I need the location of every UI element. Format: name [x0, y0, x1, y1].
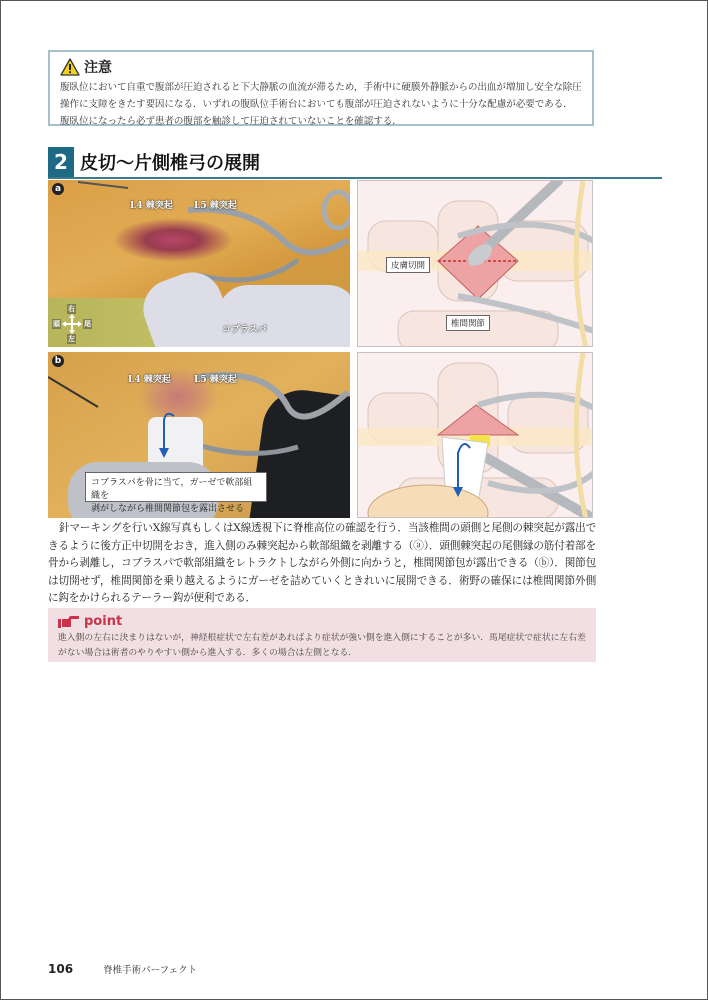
caption-line-2: 剥がしながら椎間関節包を露出させる: [91, 504, 245, 514]
page-number: 106: [48, 962, 74, 976]
figure-a-illustration: [357, 180, 593, 347]
blue-arrow-icon: [156, 410, 186, 460]
compass-top: 右: [68, 305, 75, 313]
figure-a-photo: [48, 180, 350, 347]
pointing-hand-icon: [58, 614, 80, 628]
page-footer: [48, 962, 197, 976]
figure-b-caption: [85, 472, 267, 514]
point-box: [48, 608, 596, 662]
figure-badge-b: b: [52, 355, 64, 367]
section-number: 2: [48, 147, 74, 177]
label-l4-spinous: L4 棘突起: [130, 201, 173, 211]
compass-bottom: 左: [68, 335, 75, 343]
label-skin-incision: 皮膚切開: [386, 257, 430, 273]
spine-illustration: [358, 353, 593, 518]
label-facet-joint: 椎間関節: [446, 315, 490, 331]
figure-b-photo: [48, 352, 350, 518]
figure-b-illustration: [357, 352, 593, 518]
label-l4-spinous: L4 棘突起: [128, 375, 171, 385]
book-title: 脊椎手術パーフェクト: [103, 965, 198, 976]
caption-line-1: コブラスパを骨に当て，ガーゼで軟部組織を: [91, 478, 253, 501]
section-heading: [48, 147, 662, 179]
glove: [218, 285, 350, 347]
caution-title: 注意: [84, 60, 112, 76]
point-title: point: [84, 613, 123, 629]
point-header: [58, 613, 586, 629]
label-l5-spinous: L5 棘突起: [194, 201, 237, 211]
orientation-compass: [52, 304, 92, 344]
compass-right: 尾: [84, 320, 91, 328]
caution-body: 腹臥位において自重で腹部が圧迫されると下大静脈の血流が滞るため，手術中に硬膜外静脈からの出血が増加し安全な除圧操作に支障をきたす要因になる．いずれの腹臥位手術台においても腹部が圧迫されないように十分な配慮が必要である．腹臥位になったら必ず患者の腹部を触診して圧迫されていないことを確認する．: [60, 82, 582, 127]
compass-left: 頭: [53, 320, 60, 328]
compass-arrows-icon: [62, 314, 82, 334]
label-l5-spinous: L5 棘突起: [194, 375, 237, 385]
caution-box: [48, 50, 594, 126]
label-cobb-elevator: コブラスパ: [222, 325, 267, 335]
caution-header: [60, 57, 582, 77]
section-title: 皮切～片側椎弓の展開: [80, 153, 260, 174]
body-paragraph: 針マーキングを行いX線写真もしくはX線透視下に脊椎高位の確認を行う．当該椎間の頭側と尾側の棘突起が露出できるように後方正中切開をおき，進入側のみ棘突起から軟部組織を剥離する（ⓐ）．頭側棘突起の尾側縁の筋付着部を骨から剥離し，コブラスパで軟部組織をレトラクトしながら外側に向かうと，椎間関節包が露出できる（ⓑ）．関節包は切開せず，椎間関節を乗り越えるようにガーゼを詰めていくときれいに展開できる．術野の確保には椎間関節外側に鈎をかけられるテーラー鈎が便利である．: [48, 522, 596, 605]
figure-badge-a: a: [52, 183, 64, 195]
point-body: 進入側の左右に決まりはないが，神経根症状で左右差があればより症状が強い側を進入側にすることが多い．馬尾症状で症状に左右差がない場合は術者のやりやすい側から進入する．多くの場合は左側となる．: [58, 633, 586, 658]
warning-icon: [60, 58, 80, 76]
